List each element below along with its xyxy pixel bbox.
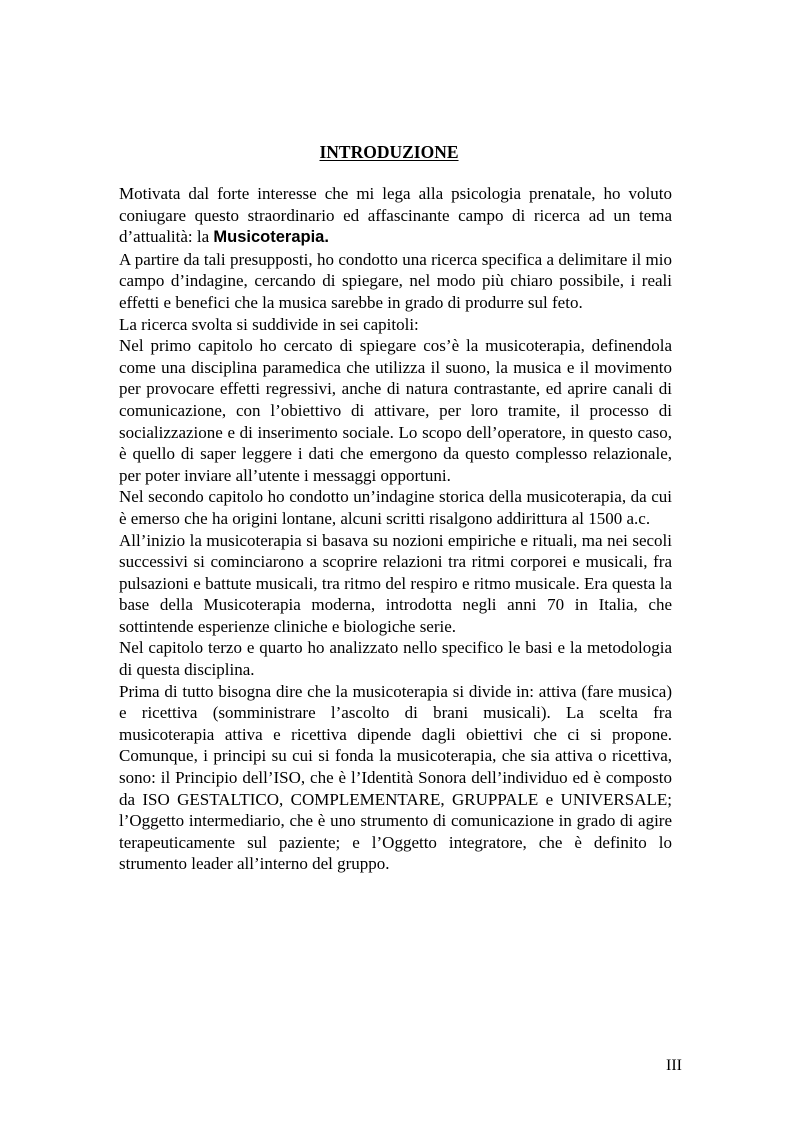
page-number: III [666,1057,682,1074]
paragraph-6: All’inizio la musicoterapia si basava su nozioni empiriche e rituali, ma nei secoli successivi si cominciarono a scoprire relazioni tra ritmi corporei e musicali, fra pulsazioni e battute musicali, tra ritmo del respiro e ritmo musicale. Era questa la base della Musicoterapia moderna, introdotta negli anni 70 in Italia, che sottintende esperienze cliniche e biologiche serie. [119,530,672,636]
paragraph-1-text: Motivata dal forte interesse che mi lega alla psicologia prenatale, ho voluto coniugare questo straordinario ed affascinante campo di ricerca ad un tema d’attualità: la [119,184,672,247]
paragraph-2: A partire da tali presupposti, ho condotto una ricerca specifica a delimitare il mio campo d’indagine, cercando di spiegare, nel modo più chiaro possibile, i reali effetti e benefici che la musica sarebbe in grado di produrre sul feto. [119,249,672,312]
page-title: INTRODUZIONE [319,142,459,162]
body-text [119,183,672,875]
paragraph-4: Nel primo capitolo ho cercato di spiegare cos’è la musicoterapia, definendola come una disciplina paramedica che utilizza il suono, la musica e il movimento per provocare effetti regressivi, anche di natura contrastante, ed aprire canali di comunicazione, con l’obiettivo di attivare, per loro tramite, il processo di socializzazione e di inserimento sociale. Lo scopo dell’operatore, in questo caso, è quello di saper leggere i dati che emergono da questo complesso relazionale, per poter inviare all’utente i messaggi opportuni. [119,336,672,485]
paragraph-7: Nel capitolo terzo e quarto ho analizzato nello specifico le basi e la metodologia di questa disciplina. [119,638,672,680]
paragraph-1 [119,183,672,249]
paragraph-3: La ricerca svolta si suddivide in sei capitoli: [119,314,419,334]
paragraph-8: Prima di tutto bisogna dire che la musicoterapia si divide in: attiva (fare musica) e ricettiva (somministrare l’ascolto di brani musicali). La scelta fra musicoterapia attiva e ricettiva dipende dagli obiettivi che ci si propone. Comunque, i principi su cui si fonda la musicoterapia, che sia attiva o ricettiva, sono: il Principio dell’ISO, che è l’Identità Sonora dell’individuo ed è composto da ISO GESTALTICO, COMPLEMENTARE, GRUPPALE e UNIVERSALE; l’Oggetto intermediario, che è uno strumento di comunicazione in grado di agire terapeuticamente sul paziente; e l’Oggetto integratore, che è definito lo strumento leader all’interno del gruppo. [119,681,672,874]
paragraph-5: Nel secondo capitolo ho condotto un’indagine storica della musicoterapia, da cui è emerso che ha origini lontane, alcuni scritti risalgono addirittura al 1500 a.c. [119,487,672,528]
paragraph-1-emphasis: Musicoterapia. [213,228,329,247]
